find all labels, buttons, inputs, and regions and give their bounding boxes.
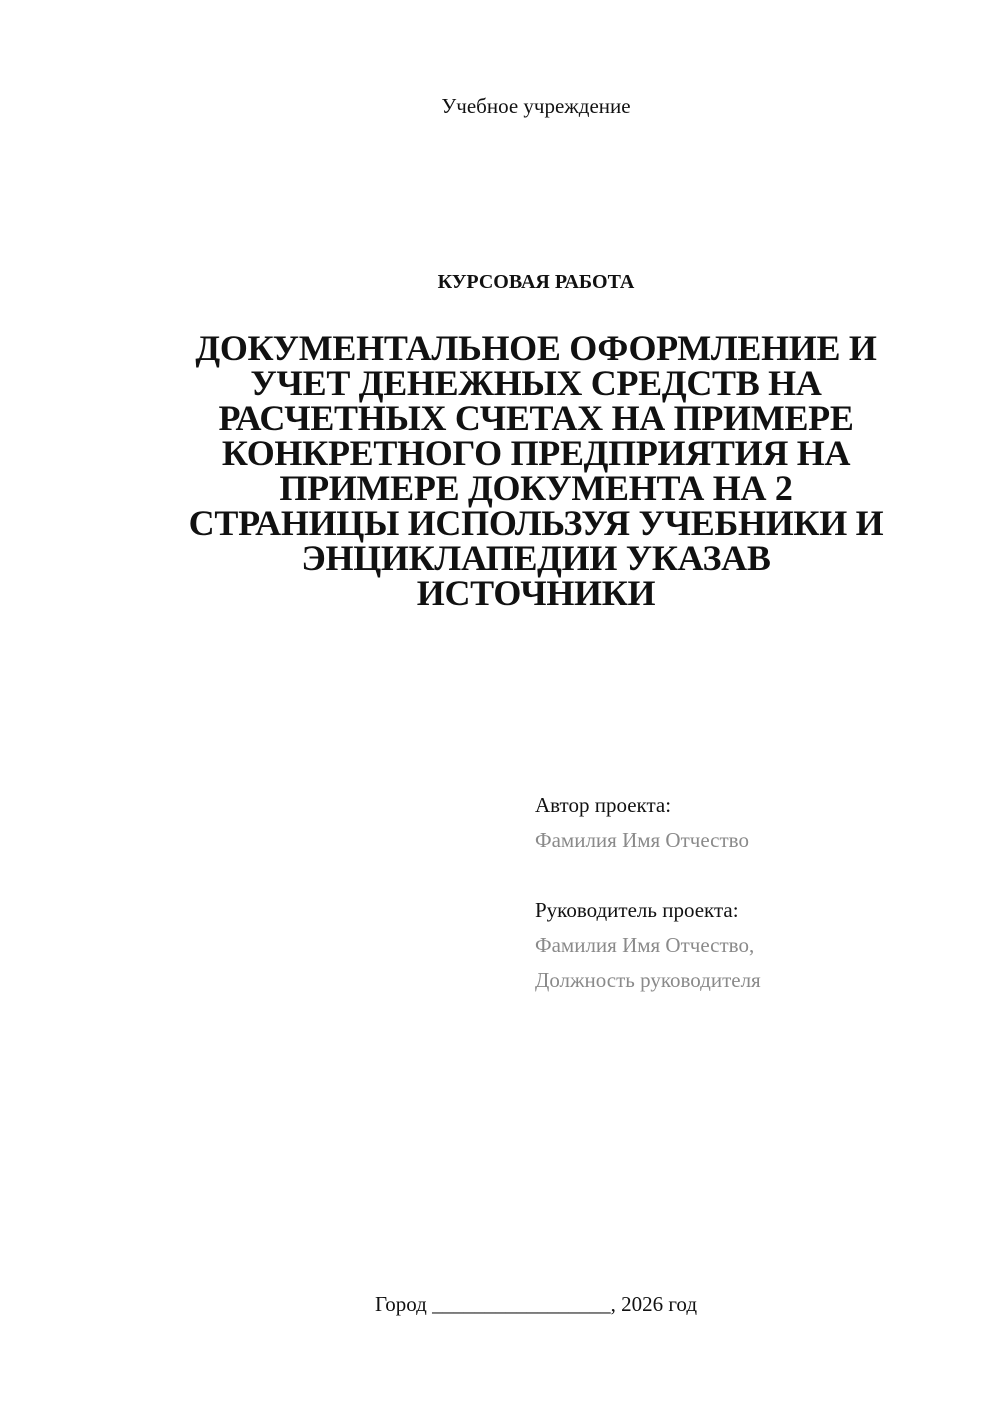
city-year-line: Город _________________, 2026 год [374,1292,698,1316]
supervisor-position: Должность руководителя [535,968,761,992]
supervisor-label: Руководитель проекта: [535,898,739,922]
author-label: Автор проекта: [535,793,672,817]
supervisor-name: Фамилия Имя Отчество, [535,933,755,957]
work-title-line: УЧЕТ ДЕНЕЖНЫХ СРЕДСТВ НА [250,363,822,403]
work-title-line: ДОКУМЕНТАЛЬНОЕ ОФОРМЛЕНИЕ И [195,328,877,368]
spacer [535,858,975,893]
work-title-line: РАСЧЕТНЫХ СЧЕТАХ НА ПРИМЕРЕ [218,398,854,438]
institution-name: Учебное учреждение [441,94,631,118]
author-name: Фамилия Имя Отчество [535,828,749,852]
work-title-line: СТРАНИЦЫ ИСПОЛЬЗУЯ УЧЕБНИКИ И [188,503,884,543]
work-title [130,328,942,613]
project-info-block [535,788,975,998]
work-type-heading: КУРСОВАЯ РАБОТА [437,271,635,293]
work-title-line: ПРИМЕРЕ ДОКУМЕНТА НА 2 [279,468,793,508]
work-title-line: ЭНЦИКЛАПЕДИИ УКАЗАВ [301,538,771,578]
work-title-line: ИСТОЧНИКИ [416,573,656,613]
work-title-line: КОНКРЕТНОГО ПРЕДПРИЯТИЯ НА [221,433,851,473]
